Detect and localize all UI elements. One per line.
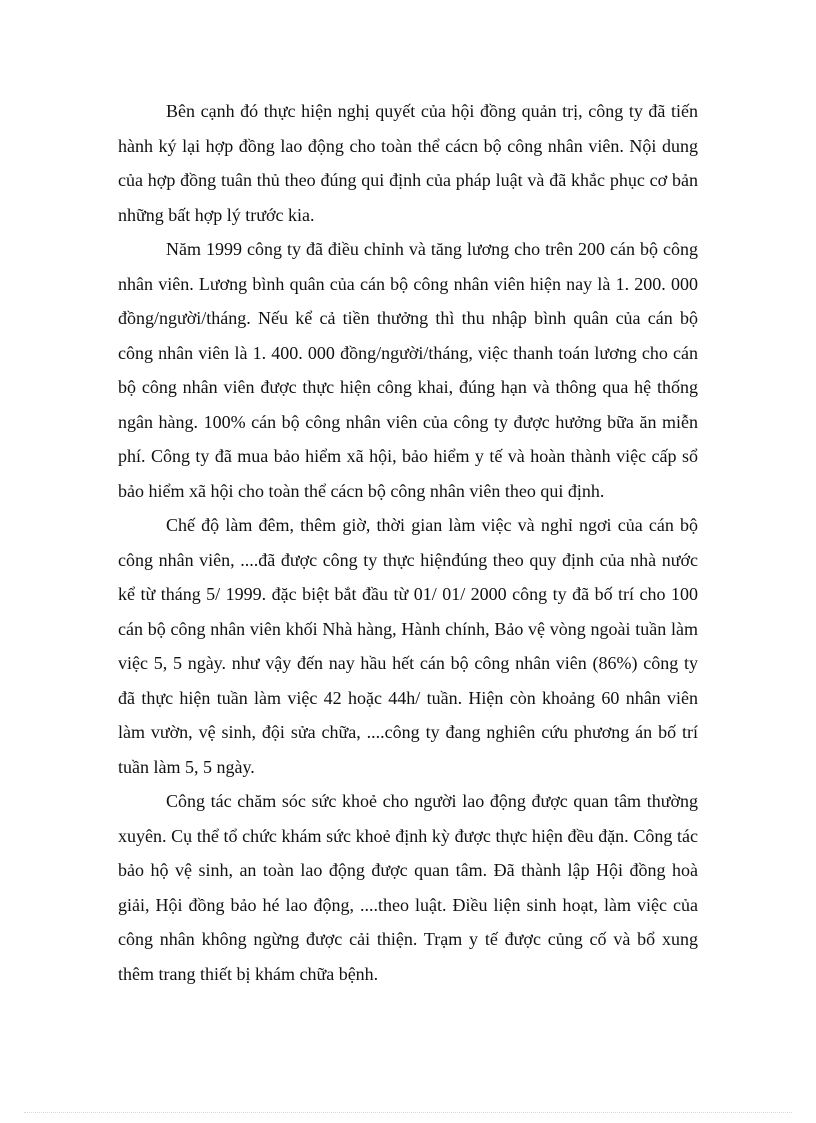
paragraph-contract-renewal: Bên cạnh đó thực hiện nghị quyết của hội đồng quản trị, công ty đã tiến hành ký lại hợp đồng lao động cho toàn thể cácn bộ công nhân viên. Nội dung của hợp đồng tuân thủ theo đúng qui định của pháp luật và đã khắc phục cơ bản những bất hợp lý trước kia. xyxy=(118,101,698,225)
paragraph-salary-adjustment: Năm 1999 công ty đã điều chỉnh và tăng lương cho trên 200 cán bộ công nhân viên. Lương bình quân của cán bộ công nhân viên hiện nay là 1. 200. 000 đồng/người/tháng. Nếu kể cả tiền thưởng thì thu nhập bình quân của cán bộ công nhân viên là 1. 400. 000 đồng/người/tháng, việc thanh toán lương cho cán bộ công nhân viên được thực hiện công khai, đúng hạn và thông qua hệ thống ngân hàng. 100% cán bộ công nhân viên của công ty được hưởng bữa ăn miễn phí. Công ty đã mua bảo hiểm xã hội, bảo hiểm y tế và hoàn thành việc cấp sổ bảo hiểm xã hội cho toàn thể cácn bộ công nhân viên theo qui định. xyxy=(118,239,698,501)
page-bottom-divider xyxy=(24,1112,792,1113)
paragraph-working-hours: Chế độ làm đêm, thêm giờ, thời gian làm việc và nghỉ ngơi của cán bộ công nhân viên, ....đã được công ty thực hiệnđúng theo quy định của nhà nước kể từ tháng 5/ 1999. đặc biệt bắt đầu từ 01/ 01/ 2000 công ty đã bố trí cho 100 cán bộ công nhân viên khối Nhà hàng, Hành chính, Bảo vệ vòng ngoài tuần làm việc 5, 5 ngày. như vậy đến nay hầu hết cán bộ công nhân viên (86%) công ty đã thực hiện tuần làm việc 42 hoặc 44h/ tuần. Hiện còn khoảng 60 nhân viên làm vườn, vệ sinh, đội sửa chữa, ....công ty đang nghiên cứu phương án bố trí tuần làm 5, 5 ngày. xyxy=(118,515,698,777)
document-body xyxy=(118,94,698,991)
paragraph-health-care: Công tác chăm sóc sức khoẻ cho người lao động được quan tâm thường xuyên. Cụ thể tổ chức khám sức khoẻ định kỳ được thực hiện đều đặn. Công tác bảo hộ vệ sinh, an toàn lao động được quan tâm. Đã thành lập Hội đồng hoà giải, Hội đồng bảo hé lao động, ....theo luật. Điều liện sinh hoạt, làm việc của công nhân không ngừng được cải thiện. Trạm y tế được củng cố và bổ xung thêm trang thiết bị khám chữa bệnh. xyxy=(118,791,698,984)
